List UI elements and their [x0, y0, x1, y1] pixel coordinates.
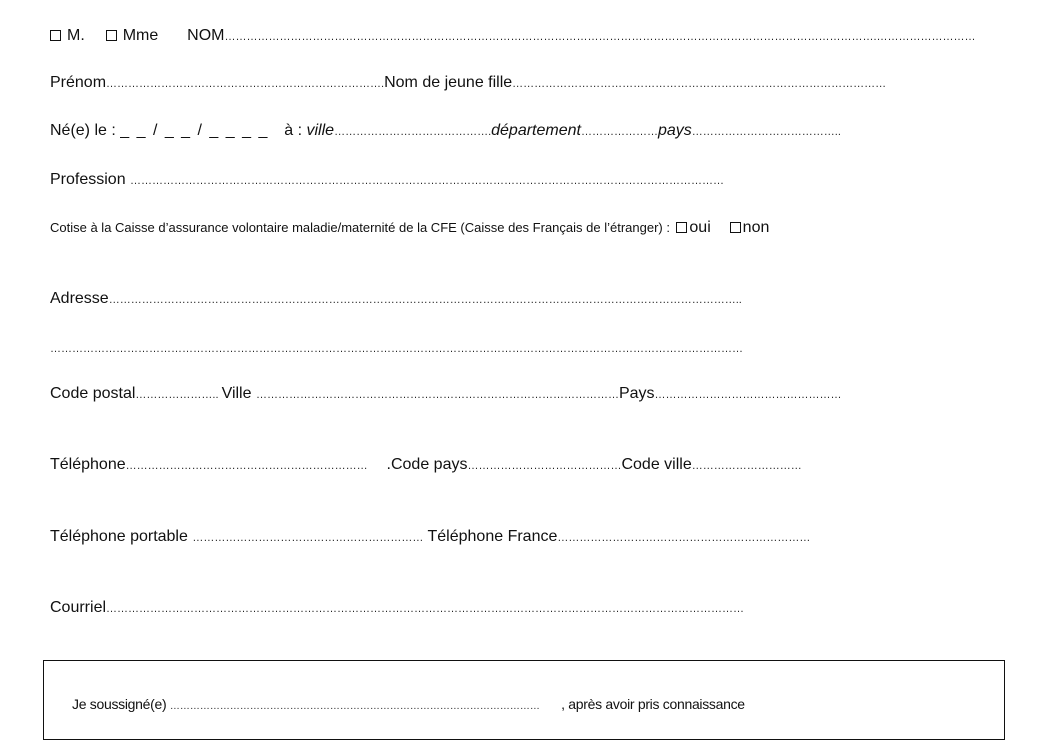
cfe-question: Cotise à la Caisse d’assurance volontaire maladie/maternité de la CFE (Caisse des Français de l’étranger) :	[50, 220, 670, 235]
birth-pays-label: pays	[657, 122, 692, 139]
m-label: M.	[67, 27, 85, 44]
prenom-field[interactable]: ………………………………………………………………….	[106, 78, 385, 90]
nom-label: NOM	[187, 27, 225, 44]
prenom-label: Prénom	[50, 74, 107, 91]
cfe-row	[50, 218, 769, 238]
mme-label: Mme	[122, 27, 159, 44]
telephone-label: Téléphone	[50, 456, 126, 473]
ne-label: Né(e) le :	[50, 122, 116, 139]
checkbox-oui[interactable]	[676, 222, 687, 233]
a-label: à :	[284, 122, 303, 139]
ville-label: Ville	[221, 385, 252, 402]
code-postal-field[interactable]: …………………..	[135, 389, 222, 401]
adresse-label: Adresse	[50, 290, 109, 307]
code-ville-label: Code ville	[621, 456, 692, 473]
checkbox-m[interactable]	[50, 30, 61, 41]
code-ville-field[interactable]: …………………………	[691, 460, 802, 472]
oui-label: oui	[689, 219, 711, 236]
profession-field[interactable]: ………………………………………………………………………………………………………………………………………………	[130, 175, 725, 187]
nom-field[interactable]: …………………………………………………………………………………………………………………………………………………………….………………………	[224, 31, 976, 43]
courriel-row	[50, 598, 744, 619]
birth-ville-field[interactable]: …………………………………….	[334, 126, 492, 138]
ville-field[interactable]: ………………………………………………………………………………………	[255, 389, 619, 401]
courriel-field[interactable]: …………………………………………………………………………………………………………………………………………………………	[106, 603, 745, 615]
adresse2-field[interactable]: ………………………………………………………………………………………………………………………………………………………………………	[50, 343, 743, 355]
profession-row	[50, 170, 724, 191]
telephone-france-label: Téléphone France	[427, 528, 558, 545]
code-pays-field[interactable]: ……………………………………	[467, 460, 622, 472]
postal-row	[50, 384, 842, 405]
portable-field[interactable]: ………………………………………………………	[192, 532, 424, 544]
pays-label: Pays	[618, 385, 655, 402]
apres-text: , après avoir pris connaissance	[561, 696, 745, 712]
jeune-fille-field[interactable]: …………………………………………………………………………………………	[512, 78, 887, 90]
portable-label: Téléphone portable	[50, 528, 188, 545]
profession-label: Profession	[50, 171, 126, 188]
code-pays-label: .Code pays	[386, 456, 468, 473]
checkbox-non[interactable]	[730, 222, 741, 233]
checkbox-mme[interactable]	[106, 30, 117, 41]
telephone-row	[50, 455, 802, 476]
courriel-label: Courriel	[50, 599, 107, 616]
code-postal-label: Code postal	[50, 385, 136, 402]
declaration-line	[72, 695, 745, 716]
telephone-france-field[interactable]: ……………………………………………………………	[557, 532, 811, 544]
civility-name-row	[50, 26, 976, 47]
telephone-field[interactable]: …………………………………………………………	[125, 460, 368, 472]
departement-field[interactable]: …………………	[580, 126, 658, 138]
portable-row	[50, 527, 810, 548]
non-label: non	[742, 219, 770, 236]
birth-row	[50, 121, 841, 142]
soussigne-field[interactable]: …………………………………………………………………………………………………	[169, 701, 540, 712]
adresse-row	[50, 289, 742, 310]
departement-label: département	[491, 122, 581, 139]
date-field[interactable]: _ _ / _ _ / _ _ _ _	[120, 122, 268, 139]
soussigne-label: Je soussigné(e)	[72, 696, 167, 712]
prenom-row	[50, 73, 886, 94]
adresse-field[interactable]: ………………………………………………………………………………………………………………………………………………………..	[108, 294, 742, 306]
jeune-fille-label: Nom de jeune fille	[384, 74, 513, 91]
pays-field[interactable]: ……………………………………………	[654, 389, 842, 401]
birth-ville-label: ville	[306, 122, 335, 139]
birth-pays-field[interactable]: …………………………………..	[691, 126, 841, 138]
adresse2-row	[50, 338, 743, 359]
